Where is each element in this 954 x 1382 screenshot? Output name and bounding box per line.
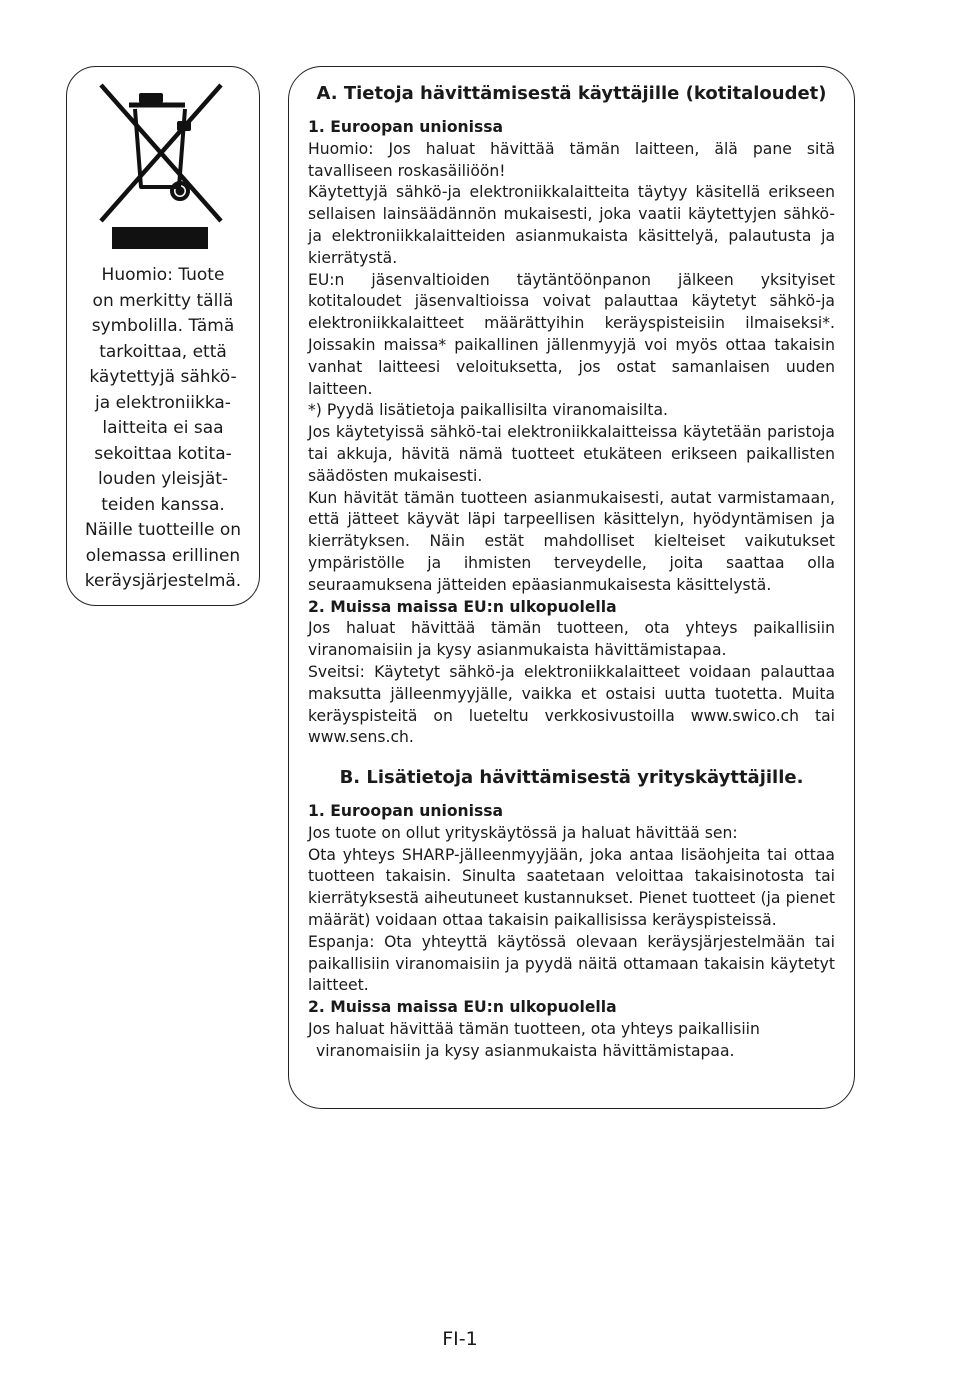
- section-a-subheading-non-eu: 2. Muissa maissa EU:n ulkopuolella: [308, 597, 617, 616]
- section-a-subheading-eu: 1. Euroopan unionissa: [308, 118, 504, 136]
- paragraph: Jos käytetyissä sähkö-tai elektroniikkalaitteissa käytetään paristoja tai akkuja, hävitä nämä tuotteet etukäteen erikseen paikallisten säädösten mukaisesti.: [308, 423, 835, 485]
- weee-notice-text: [71, 263, 255, 595]
- paragraph: Sveitsi: Käytetyt sähkö-ja elektroniikkalaitteet voidaan palauttaa maksutta jälleenmyyjälle, vaikka et ostaisi uutta tuotetta. Muita keräyspisteitä on lueteltu verkkosivustoilla www.swico.ch tai www.sens.ch.: [308, 662, 835, 747]
- paragraph: Ota yhteys SHARP-jälleenmyyjään, joka antaa lisäohjeita tai ottaa tuotteen takaisin. Sinulta saatetaan veloittaa takaisinotosta tai kierrätyksestä aiheutuneet kustannukset. Pienet tuotteet (ja pienet määrät) voidaan ottaa takaisin paikallisissa keräyspisteissä.: [308, 845, 835, 929]
- weee-notice-box: [66, 66, 260, 606]
- paragraph: Huomio: Jos haluat hävittää tämän laitteen, älä pane sitä tavalliseen roskasäiliöön!: [308, 139, 835, 180]
- section-b-subheading-eu: 1. Euroopan unionissa: [308, 802, 504, 820]
- section-b-body: [308, 801, 835, 1063]
- page-number: FI-1: [442, 1328, 478, 1350]
- notice-line: olemassa erillinen: [85, 545, 241, 566]
- notice-line: teiden kanssa.: [101, 494, 225, 515]
- paragraph: *) Pyydä lisätietoja paikallisilta viranomaisilta.: [308, 401, 668, 420]
- notice-line: ja elektroniikka-: [95, 392, 231, 413]
- crossed-out-wheelie-bin-icon: [99, 83, 223, 223]
- section-a-title: A. Tietoja hävittämisestä käyttäjille (kotitaloudet): [316, 83, 827, 104]
- paragraph: Kun hävität tämän tuotteen asianmukaisesti, autat varmistamaan, että jätteet käyvät läpi tarpeellisen käsittelyn, hyödyntämisen ja kierrätyksen. Näin estät mahdolliset kielteiset vaikutukset ympäristölle ja ihmisten terveydelle, joita saattaa olla seuraamuksena jätteiden epäasianmukaisesta käsittelystä.: [308, 488, 835, 594]
- notice-line: sekoittaa kotita-: [94, 443, 232, 464]
- notice-line: louden yleisjät-: [97, 469, 229, 489]
- paragraph: Jos haluat hävittää tämän tuotteen, ota yhteys paikallisiin viranomaisiin ja kysy asianmukaista hävittämistapaa.: [308, 619, 835, 660]
- notice-line: on merkitty tällä: [92, 290, 234, 311]
- paragraph: EU:n jäsenvaltioiden täytäntöönpanon jälkeen yksityiset kotitaloudet jäsenvaltioissa voivat palauttaa käytetyt sähkö-ja elektroniikkalaitteet määrättyihin keräyspisteisiin ilmaiseksi*. Joissakin maissa* paikallinen jällenmyyjä voi myös ottaa takaisin vanhat laitteesi veloituksetta, jos ostat samanlaisen uuden laitteen.: [308, 270, 835, 398]
- notice-line: tarkoittaa, että: [99, 341, 227, 362]
- disposal-info-box: [288, 66, 855, 1109]
- section-b-subheading-non-eu: 2. Muissa maissa EU:n ulkopuolella: [308, 998, 617, 1017]
- paragraph: Espanja: Ota yhteyttä käytössä olevaan keräysjärjestelmään tai paikallisiin viranomaisiin ja pyydä näitä ottamaan takaisin käytetyt laitteet.: [308, 932, 835, 995]
- paragraph: Jos haluat hävittää tämän tuotteen, ota yhteys paikallisiin: [308, 1019, 760, 1038]
- solid-bar-marking: [112, 227, 208, 249]
- notice-line: keräysjärjestelmä.: [84, 571, 242, 591]
- notice-line: Näille tuotteille on: [84, 520, 241, 540]
- notice-line: Huomio: Tuote: [101, 265, 225, 285]
- section-b-title: B. Lisätietoja hävittämisestä yrityskäyttäjille.: [339, 767, 804, 788]
- notice-line: symbolilla. Tämä: [91, 316, 235, 336]
- paragraph: Käytettyjä sähkö-ja elektroniikkalaitteita täytyy käsitellä erikseen sellaisen lainsäädännön mukaisesti, joka vaatii käytettyjen sähkö-ja elektroniikkalaitteiden asianmukaista käsittelyä, palautusta ja kierrätystä.: [308, 183, 835, 267]
- notice-line: käytettyjä sähkö-: [89, 367, 237, 387]
- section-a-body: [308, 117, 835, 749]
- paragraph: viranomaisiin ja kysy asianmukaista hävittämistapaa.: [316, 1041, 735, 1060]
- paragraph: Jos tuote on ollut yrityskäytössä ja haluat hävittää sen:: [308, 823, 738, 842]
- notice-line: laitteita ei saa: [102, 418, 224, 438]
